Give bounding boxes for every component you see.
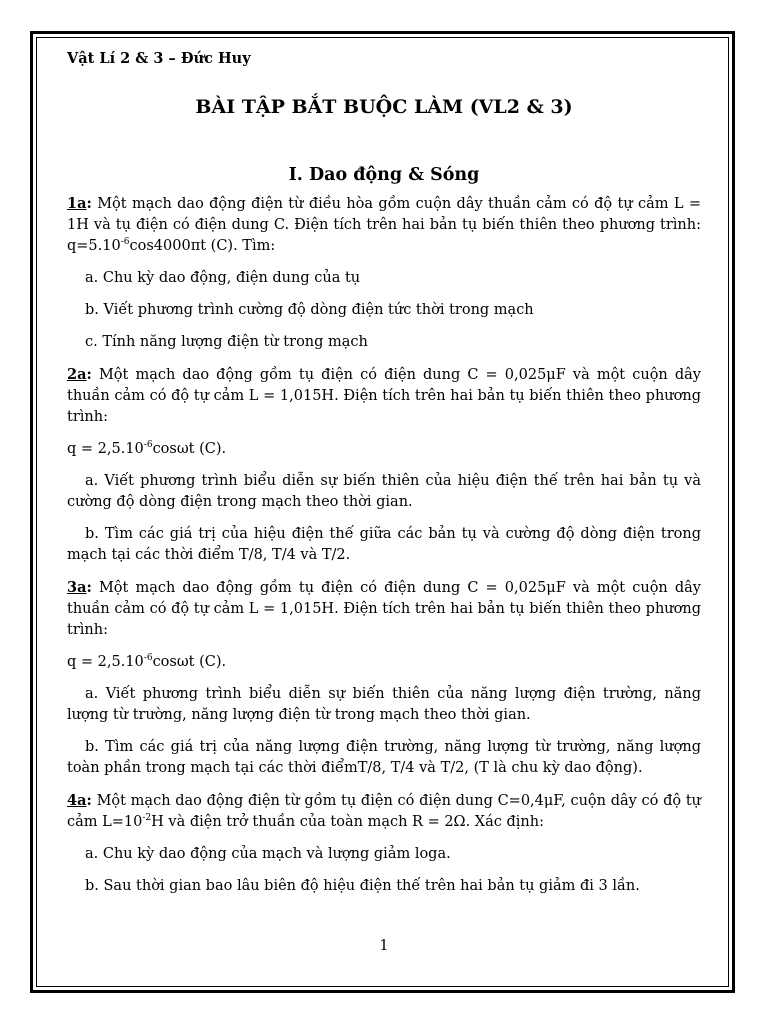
sub-item: b. Tìm các giá trị của hiệu điện thế giữa các bản tụ và cường độ dòng điện trong mạch tại các thời điểm T/8, T/4 và T/2. xyxy=(67,526,701,563)
question-2a: 2a: Một mạch dao động gồm tụ điện có điện dung C = 0,025μF và một cuộn dây thuần cảm có độ tự cảm L = 1,015H. Điện tích trên hai bản tụ biến thiên theo phương trình: xyxy=(67,366,701,425)
question-label: 1a xyxy=(67,195,87,212)
question-text: cos4000πt (C). Tìm: xyxy=(129,238,276,254)
question-text: Một mạch dao động gồm tụ điện có điện dung C = 0,025μF và một cuộn dây thuần cảm có độ tự cảm L = 1,015H. Điện tích trên hai bản tụ biến thiên theo phương trình: xyxy=(67,367,701,425)
question-1a: 1a: Một mạch dao động điện từ điều hòa gồm cuộn dây thuần cảm có độ tự cảm L = 1H và tụ điện có điện dung C. Điện tích trên hai bản tụ biến thiên theo phương trình: $q=5.10^{-6}\cos 4000\pi t$ (C). Tìm: xyxy=(67,195,701,254)
question-label: 2a xyxy=(67,366,87,383)
question-4a: 4a: Một mạch dao động điện từ gồm tụ điện có điện dung C=0,4μF, cuộn dây có độ tự cảm $L=10^{-2}H$ và điện trở thuần của toàn mạch R = 2Ω. Xác định: xyxy=(67,792,701,830)
document-body xyxy=(67,48,701,908)
equation: $q = 2,5.10^{-6}\cos\omega t$ (C). xyxy=(67,653,227,670)
question-label: 3a xyxy=(67,579,87,596)
question-text: Một mạch dao động điện từ điều hòa gồm cuộn dây thuần cảm có độ tự cảm L = 1H và tụ điện có điện dung C. Điện tích trên hai bản tụ biến thiên theo phương trình: q=5.10 xyxy=(67,196,701,254)
exponent: -2 xyxy=(142,813,152,824)
exponent: -6 xyxy=(143,653,153,664)
exponent: -6 xyxy=(143,440,153,451)
question-label: 4a xyxy=(67,792,87,809)
sub-item: b. Viết phương trình cường độ dòng điện tức thời trong mạch xyxy=(85,302,534,318)
question-text: Một mạch dao động điện từ gồm tụ điện có điện dung C=0,4μF, cuộn dây có độ tự cảm L=10 xyxy=(67,793,701,830)
sub-item: c. Tính năng lượng điện từ trong mạch xyxy=(85,334,368,350)
exponent: -6 xyxy=(120,237,130,248)
sub-item: a. Chu kỳ dao động của mạch và lượng giảm loga. xyxy=(85,846,451,862)
sub-item: b. Sau thời gian bao lâu biên độ hiệu điện thế trên hai bản tụ giảm đi 3 lần. xyxy=(85,878,640,894)
document-header: Vật Lí 2 & 3 – Đức Huy xyxy=(67,50,251,67)
question-text: Một mạch dao động gồm tụ điện có điện dung C = 0,025μF và một cuộn dây thuần cảm có độ tự cảm L = 1,015H. Điện tích trên hai bản tụ biến thiên theo phương trình: xyxy=(67,580,701,638)
question-text: H và điện trở thuần của toàn mạch R = 2Ω. Xác định: xyxy=(151,814,544,830)
sub-item: a. Viết phương trình biểu diễn sự biến thiên của hiệu điện thế trên hai bản tụ và cường độ dòng điện trong mạch theo thời gian. xyxy=(67,473,701,510)
question-3a: 3a: Một mạch dao động gồm tụ điện có điện dung C = 0,025μF và một cuộn dây thuần cảm có độ tự cảm L = 1,015H. Điện tích trên hai bản tụ biến thiên theo phương trình: xyxy=(67,579,701,638)
section-title: I. Dao động & Sóng xyxy=(288,165,480,185)
page-number: 1 xyxy=(379,938,389,954)
page-title: BÀI TẬP BẮT BUỘC LÀM (VL2 & 3) xyxy=(195,96,573,118)
sub-item: b. Tìm các giá trị của năng lượng điện trường, năng lượng từ trường, năng lượng toàn phần trong mạch tại các thời điểmT/8, T/4 và T/2, (T là chu kỳ dao động). xyxy=(67,739,701,776)
sub-item: a. Viết phương trình biểu diễn sự biến thiên của năng lượng điện trường, năng lượng từ trường, năng lượng điện từ trong mạch theo thời gian. xyxy=(67,686,701,723)
equation: $q = 2,5.10^{-6}\cos\omega t$ (C). xyxy=(67,440,227,457)
sub-item: a. Chu kỳ dao động, điện dung của tụ xyxy=(85,270,361,286)
